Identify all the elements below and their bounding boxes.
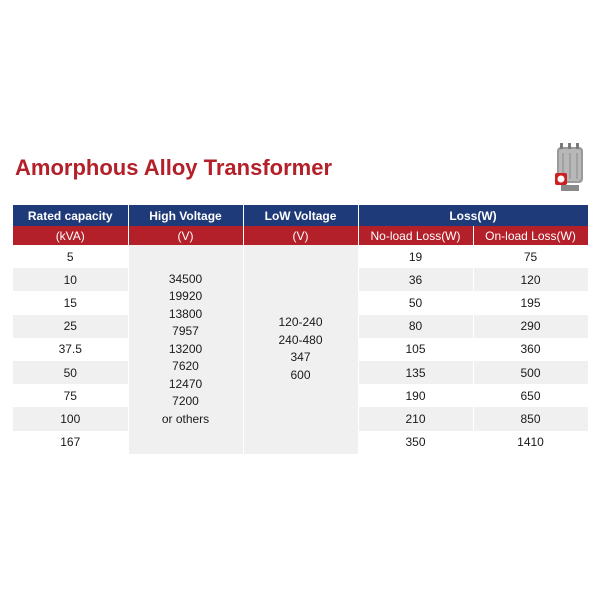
capacity-cell: 10 <box>13 268 128 291</box>
header-rated-capacity: Rated capacity <box>13 205 128 226</box>
capacity-cell: 167 <box>13 431 128 454</box>
on-load-loss-cell: 1410 <box>473 431 588 454</box>
capacity-cell: 37.5 <box>13 338 128 361</box>
no-load-loss-cell: 135 <box>358 361 473 384</box>
no-load-loss-cell: 210 <box>358 407 473 430</box>
no-load-loss-cell: 105 <box>358 338 473 361</box>
high-voltage-value: 13800 <box>168 306 203 321</box>
on-load-loss-cell: 850 <box>473 407 588 430</box>
on-load-loss-cell: 120 <box>473 268 588 291</box>
capacity-cell: 15 <box>13 291 128 314</box>
on-load-loss-cell: 360 <box>473 338 588 361</box>
capacity-cell: 50 <box>13 361 128 384</box>
header-high-voltage: High Voltage <box>128 205 243 226</box>
on-load-loss-cell: 195 <box>473 291 588 314</box>
high-voltage-value: 7200 <box>172 394 199 409</box>
capacity-cell: 5 <box>13 245 128 268</box>
unit-row <box>13 226 588 245</box>
on-load-loss-cell: 290 <box>473 315 588 338</box>
low-voltage-value: 240-480 <box>278 332 323 347</box>
no-load-loss-cell: 190 <box>358 384 473 407</box>
on-load-loss-cell: 650 <box>473 384 588 407</box>
no-load-loss-cell: 350 <box>358 431 473 454</box>
high-voltage-value: 7957 <box>172 324 199 339</box>
unit-on-load-loss: On-load Loss(W) <box>473 226 588 245</box>
page-title: Amorphous Alloy Transformer <box>15 155 333 180</box>
high-voltage-value: 12470 <box>168 376 203 391</box>
capacity-cell: 75 <box>13 384 128 407</box>
low-voltage-value: 600 <box>290 367 311 382</box>
unit-high-voltage: (V) <box>128 226 243 245</box>
high-voltage-value: 13200 <box>168 341 203 356</box>
no-load-loss-cell: 80 <box>358 315 473 338</box>
no-load-loss-cell: 50 <box>358 291 473 314</box>
on-load-loss-cell: 75 <box>473 245 588 268</box>
unit-kva: (kVA) <box>13 226 128 245</box>
header-loss: Loss(W) <box>358 205 588 226</box>
high-voltage-cell <box>128 245 243 454</box>
capacity-cell: 25 <box>13 315 128 338</box>
high-voltage-value: 34500 <box>168 271 203 286</box>
no-load-loss-cell: 36 <box>358 268 473 291</box>
table-row <box>13 245 588 268</box>
high-voltage-value: 7620 <box>172 359 199 374</box>
unit-no-load-loss: No-load Loss(W) <box>358 226 473 245</box>
header-row <box>13 205 588 226</box>
high-voltage-value: or others <box>161 411 210 426</box>
on-load-loss-cell: 500 <box>473 361 588 384</box>
transformer-image <box>553 143 587 195</box>
low-voltage-value: 120-240 <box>278 315 323 330</box>
spec-table <box>13 205 589 454</box>
high-voltage-value: 19920 <box>168 289 203 304</box>
capacity-cell: 100 <box>13 407 128 430</box>
low-voltage-value: 347 <box>290 350 311 365</box>
low-voltage-cell <box>243 245 358 454</box>
header-low-voltage: LoW Voltage <box>243 205 358 226</box>
no-load-loss-cell: 19 <box>358 245 473 268</box>
unit-low-voltage: (V) <box>243 226 358 245</box>
